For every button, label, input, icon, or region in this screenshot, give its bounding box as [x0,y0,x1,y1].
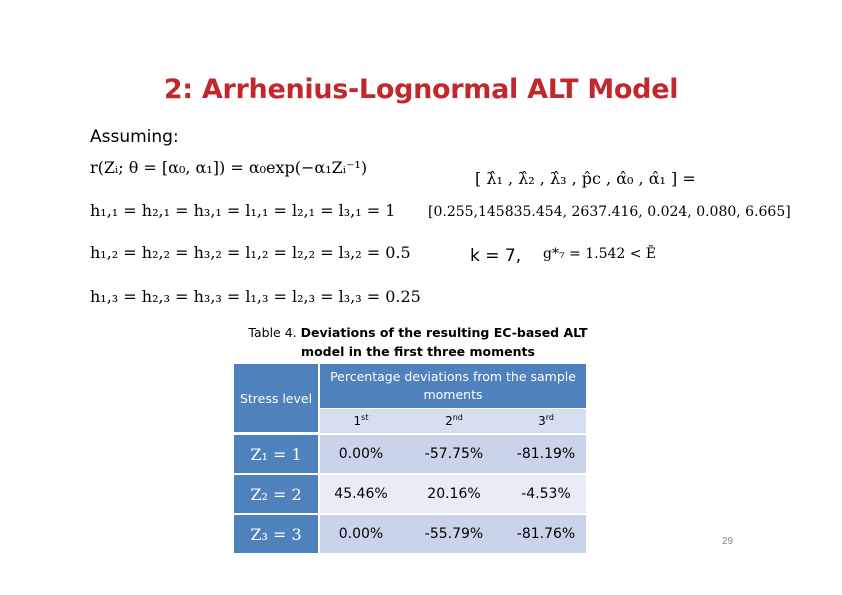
table-cell: 0.00% [319,514,402,553]
slide-title: 2: Arrhenius-Lognormal ALT Model [163,74,679,105]
table-row [234,434,586,475]
equation-h2: h₁,₂ = h₂,₂ = h₃,₂ = l₁,₂ = l₂,₂ = l₃,₂ = 0.5 [90,243,411,262]
moment-header-2: 2nd [402,409,506,434]
table-cell: 45.46% [319,474,402,514]
estimates-rhs: [0.255,145835.454, 2637.416, 0.024, 0.080, 6.665] [428,204,791,220]
equation-h1: h₁,₁ = h₂,₁ = h₃,₁ = l₁,₁ = l₂,₁ = l₃,₁ = 1 [90,201,396,220]
table-cell: -81.76% [506,514,586,553]
table-cell: 20.16% [402,474,506,514]
moment-header-3: 3rd [506,409,586,434]
assuming-label: Assuming: [90,127,179,147]
table-caption [228,323,608,361]
table-row [234,474,586,514]
table-cell: -81.19% [506,434,586,475]
page-number: 29 [722,536,734,547]
table-cell: -57.75% [402,434,506,475]
stress-level-header: Stress level [234,364,319,434]
moment-header-1: 1st [319,409,402,434]
estimates-lhs: [ λ̂₁ , λ̂₂ , λ̂₃ , p̂c , α̂₀ , α̂₁ ] = [475,169,696,188]
g-equation: g*₇ = 1.542 < Ẽ [543,246,657,262]
k-equation: k = 7, [470,246,522,266]
caption-label: Table 4. [248,325,297,340]
caption-text: Deviations of the resulting EC-based ALT model in the first three moments [300,325,588,359]
deviation-table [234,364,586,553]
equation-h3: h₁,₃ = h₂,₃ = h₃,₃ = l₁,₃ = l₂,₃ = l₃,₃ = 0.25 [90,287,421,306]
table-cell: -55.79% [402,514,506,553]
rate-equation: r(Zᵢ; θ = [α₀, α₁]) = α₀exp(−α₁Zᵢ⁻¹) [90,158,368,177]
stress-level-cell: Z₂ = 2 [234,474,319,514]
stress-level-cell: Z₁ = 1 [234,434,319,475]
table-row [234,514,586,553]
percentage-deviation-header: Percentage deviations from the sample moments [319,364,586,409]
table-cell: -4.53% [506,474,586,514]
stress-level-cell: Z₃ = 3 [234,514,319,553]
table-cell: 0.00% [319,434,402,475]
